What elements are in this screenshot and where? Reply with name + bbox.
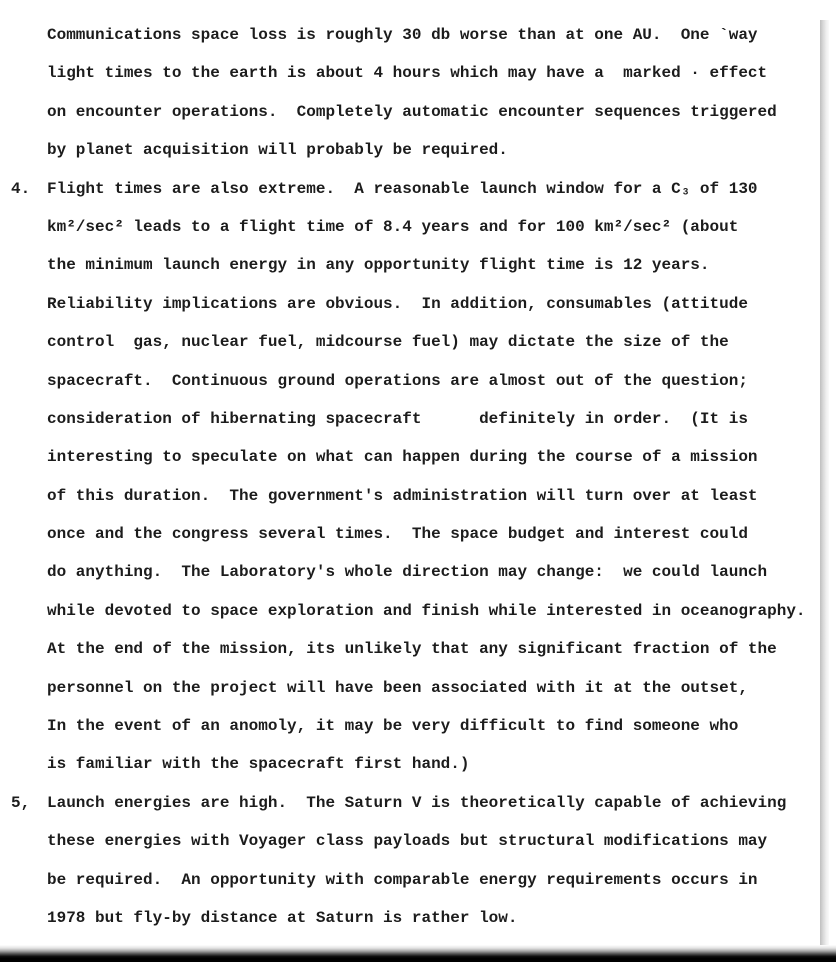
text-line: interesting to speculate on what can happen during the course of a mission (47, 448, 758, 467)
text-line: do anything. The Laboratory's whole direction may change: we could launch (47, 563, 768, 582)
text-line: km²/sec² leads to a flight time of 8.4 years and for 100 km²/sec² (about (47, 217, 739, 236)
text-line: At the end of the mission, its unlikely that any significant fraction of the (47, 640, 777, 659)
text-line: In the event of an anomoly, it may be very difficult to find someone who (47, 717, 739, 736)
text-line: light times to the earth is about 4 hours which may have a marked · effect (47, 64, 768, 83)
scan-bottom-bar (0, 945, 836, 962)
text-line: the minimum launch energy in any opportunity flight time is 12 years. (47, 256, 710, 275)
list-item-4 (0, 170, 836, 784)
page-right-edge-shadow (820, 20, 829, 948)
text-line: Flight times are also extreme. A reasonable launch window for a C₃ of 130 (47, 179, 758, 198)
text-line: of this duration. The government's administration will turn over at least (47, 486, 758, 505)
text-line: consideration of hibernating spacecraft definitely in order. (It is (47, 409, 748, 428)
text-line: control gas, nuclear fuel, midcourse fuel) may dictate the size of the (47, 333, 729, 352)
text-line: Launch energies are high. The Saturn V is theoretically capable of achieving (47, 793, 787, 812)
text-line: while devoted to space exploration and finish while interested in oceanography. (47, 601, 806, 620)
text-line: Reliability implications are obvious. In addition, consumables (attitude (47, 294, 748, 313)
text-line: these energies with Voyager class payloads but structural modifications may (47, 832, 768, 851)
document-text-column (0, 16, 836, 937)
item-number: 4. (11, 179, 31, 198)
text-line: 1978 but fly-by distance at Saturn is rather low. (47, 908, 518, 927)
text-line: personnel on the project will have been associated with it at the outset, (47, 678, 748, 697)
paragraph-continuation (0, 16, 836, 170)
text-line: spacecraft. Continuous ground operations are almost out of the question; (47, 371, 748, 390)
text-line: be required. An opportunity with comparable energy requirements occurs in (47, 870, 758, 889)
text-line: once and the congress several times. The space budget and interest could (47, 525, 748, 544)
text-line: by planet acquisition will probably be required. (47, 141, 508, 160)
list-item-5 (0, 784, 836, 938)
text-line: is familiar with the spacecraft first hand.) (47, 755, 470, 774)
text-line: Communications space loss is roughly 30 db worse than at one AU. One `way (47, 26, 758, 44)
item-number: 5, (11, 793, 31, 812)
text-line: on encounter operations. Completely automatic encounter sequences triggered (47, 102, 777, 121)
